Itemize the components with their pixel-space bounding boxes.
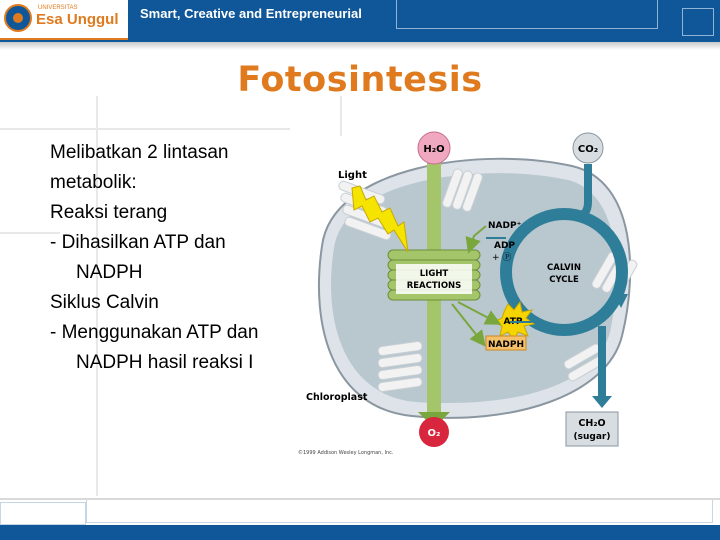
header-frame-decoration	[396, 0, 658, 29]
chloroplast-label: Chloroplast	[306, 392, 368, 403]
pi-label: + Ⓟ	[492, 253, 512, 263]
nadp-plus-label: NADP⁺	[488, 221, 522, 231]
footer-frame-decoration	[86, 500, 713, 523]
ch2o-label: CH₂O	[578, 418, 606, 429]
logo-small-text: UNIVERSITAS	[38, 5, 78, 11]
o2-label: O₂	[427, 428, 441, 439]
header-corner-decoration	[682, 8, 714, 36]
body-line: Reaksi terang	[50, 202, 168, 223]
co2-label: CO₂	[577, 144, 599, 155]
body-line: Siklus Calvin	[50, 292, 159, 313]
header-shadow	[0, 42, 720, 50]
h2o-label: H₂O	[423, 144, 445, 155]
calvin-label-2: CYCLE	[549, 275, 579, 285]
decor-line	[0, 128, 290, 130]
footer-box-decoration	[0, 502, 86, 525]
sugar-arrow-head	[592, 396, 612, 408]
light-reactions-label-2: REACTIONS	[406, 281, 462, 291]
body-line: Melibatkan 2 lintasan metabolik:	[50, 142, 229, 193]
slide-title: Fotosintesis	[237, 60, 483, 100]
photosynthesis-diagram	[292, 126, 644, 458]
adp-label: ADP	[494, 241, 516, 251]
calvin-label-1: CALVIN	[547, 263, 581, 273]
header-tagline: Smart, Creative and Entrepreneurial	[140, 6, 362, 21]
slide-body-text	[50, 138, 286, 378]
nadph-label: NADPH	[487, 340, 525, 350]
sugar-label: (sugar)	[573, 432, 611, 442]
light-reactions-label-1: LIGHT	[419, 269, 449, 279]
footer-bar	[0, 525, 720, 540]
university-logo[interactable]	[0, 0, 128, 40]
logo-emblem-icon	[4, 4, 32, 32]
light-label: Light	[338, 170, 367, 181]
copyright-text: ©1999 Addison Wesley Longman, Inc.	[298, 450, 394, 456]
logo-name: Esa Unggul	[36, 11, 119, 28]
body-line: - Dihasilkan ATP dan NADPH	[50, 232, 226, 283]
atp-label: ATP	[503, 317, 523, 327]
body-line: - Menggunakan ATP dan NADPH hasil reaksi I	[50, 322, 259, 373]
